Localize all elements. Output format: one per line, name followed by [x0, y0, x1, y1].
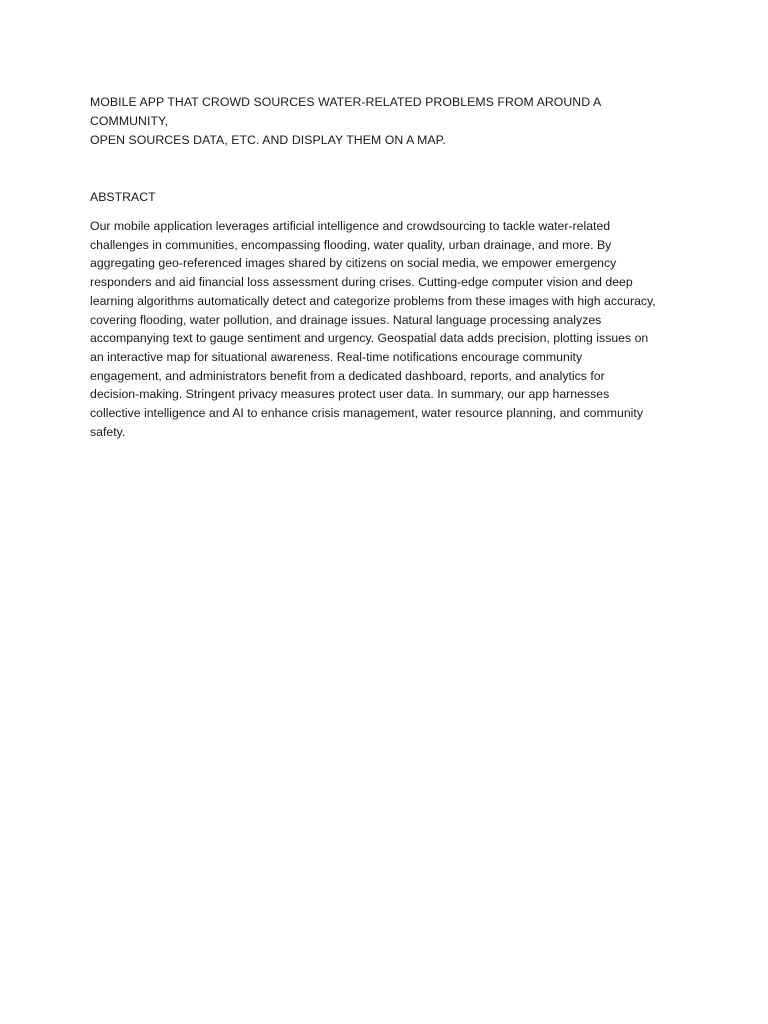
abstract-line: engagement, and administrators benefit from a dedicated dashboard, reports, and analytics for: [90, 368, 605, 383]
document-title: [90, 93, 682, 150]
abstract-line: an interactive map for situational awareness. Real-time notifications encourage community: [90, 349, 583, 364]
abstract-line: decision-making. Stringent privacy measures protect user data. In summary, our app harnesses: [90, 387, 610, 402]
title-line: OPEN SOURCES DATA, ETC. AND DISPLAY THEM ON A MAP.: [90, 133, 446, 147]
abstract-heading: ABSTRACT: [90, 190, 156, 204]
abstract-line: safety.: [90, 424, 126, 439]
abstract-line: collective intelligence and AI to enhance crisis management, water resource planning, and community: [90, 406, 643, 421]
abstract-line: responders and aid financial loss assessment during crises. Cutting-edge computer vision and deep: [90, 275, 633, 290]
abstract-line: covering flooding, water pollution, and drainage issues. Natural language processing analyzes: [90, 312, 602, 327]
document-content: [90, 93, 682, 441]
abstract-line: accompanying text to gauge sentiment and urgency. Geospatial data adds precision, plotting issues on: [90, 331, 649, 346]
abstract-line: Our mobile application leverages artificial intelligence and crowdsourcing to tackle water-related: [90, 219, 611, 233]
abstract-line: challenges in communities, encompassing flooding, water quality, urban drainage, and more. By: [90, 237, 612, 252]
abstract-paragraph: [90, 217, 682, 441]
abstract-line: aggregating geo-referenced images shared by citizens on social media, we empower emergency: [90, 256, 617, 271]
title-line: MOBILE APP THAT CROWD SOURCES WATER-RELATED PROBLEMS FROM AROUND A COMMUNITY,: [90, 95, 601, 128]
abstract-line: learning algorithms automatically detect and categorize problems from these images with high accuracy,: [90, 293, 656, 308]
